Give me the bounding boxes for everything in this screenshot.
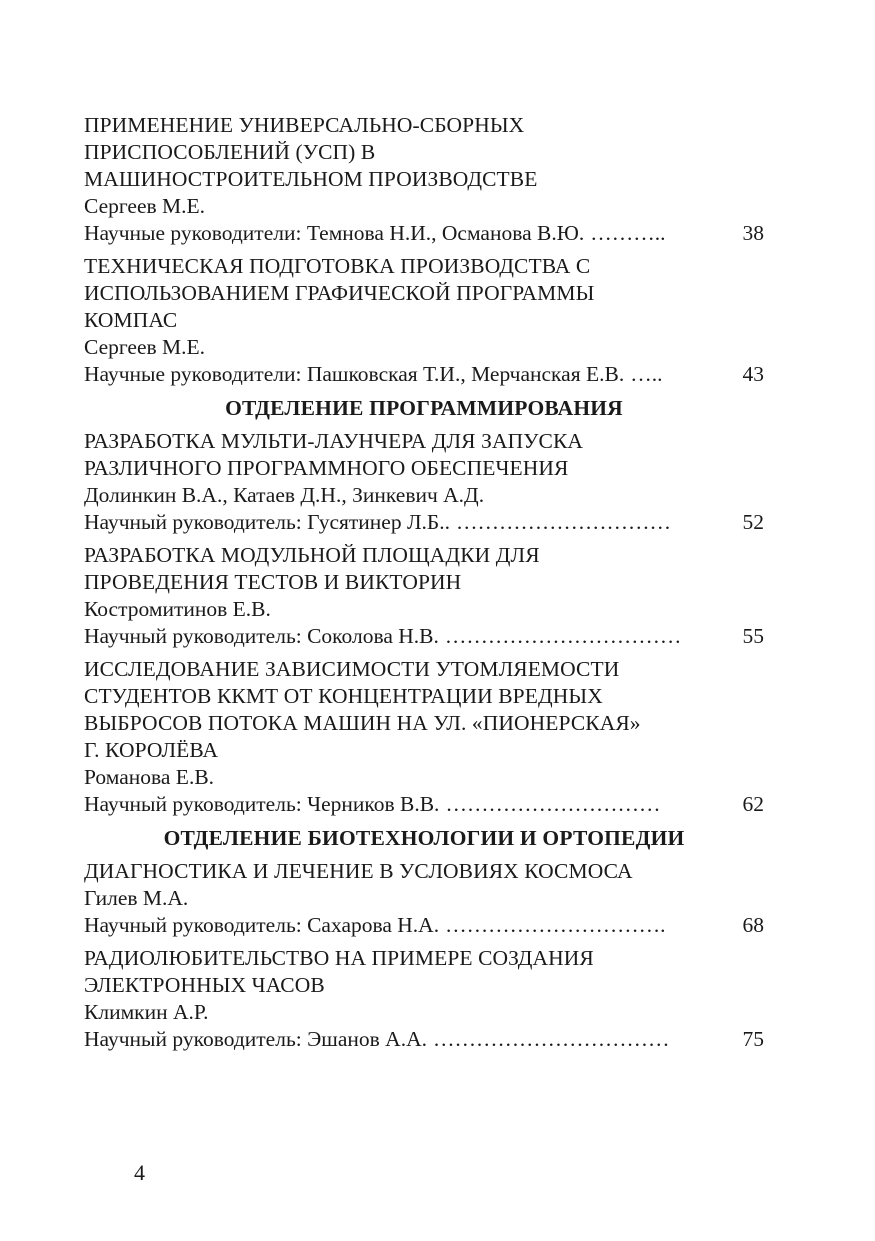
- entry-supervisors: Научный руководитель: Гусятинер Л.Б..: [84, 510, 451, 534]
- entry-supervisors-line: [84, 220, 764, 247]
- toc-entry: [84, 112, 764, 247]
- entry-supervisors: Научный руководитель: Сахарова Н.А.: [84, 913, 440, 937]
- entry-title-line: РАЗРАБОТКА МУЛЬТИ-ЛАУНЧЕРА ДЛЯ ЗАПУСКА: [84, 429, 584, 453]
- entry-supervisors: Научный руководитель: Черников В.В.: [84, 792, 440, 816]
- toc-section-group: [84, 112, 764, 388]
- entry-supervisors-line: [84, 509, 764, 536]
- entry-supervisors: Научные руководители: Пашковская Т.И., Мерчанская Е.В.: [84, 362, 625, 386]
- dot-leader: …………………………: [456, 510, 672, 534]
- entry-title-line: СТУДЕНТОВ ККМТ ОТ КОНЦЕНТРАЦИИ ВРЕДНЫХ: [84, 684, 603, 708]
- entry-page-number: 55: [742, 624, 764, 648]
- entry-authors: Климкин А.Р.: [84, 1000, 209, 1024]
- entry-page-number: 38: [742, 221, 764, 245]
- entry-title-line: РАЗЛИЧНОГО ПРОГРАММНОГО ОБЕСПЕЧЕНИЯ: [84, 456, 569, 480]
- entry-title-line: ПРИМЕНЕНИЕ УНИВЕРСАЛЬНО-СБОРНЫХ: [84, 113, 525, 137]
- entry-supervisors-line: [84, 791, 764, 818]
- toc-section-group: [84, 824, 764, 1053]
- entry-authors: Долинкин В.А., Катаев Д.Н., Зинкевич А.Д.: [84, 483, 485, 507]
- entry-title-line: МАШИНОСТРОИТЕЛЬНОМ ПРОИЗВОДСТВЕ: [84, 167, 538, 191]
- entry-authors: Костромитинов Е.В.: [84, 597, 271, 621]
- entry-supervisors-line: [84, 623, 764, 650]
- entry-page-number: 68: [742, 913, 764, 937]
- entry-supervisors: Научные руководители: Темнова Н.И., Османова В.Ю.: [84, 221, 585, 245]
- entry-title-line: ИСПОЛЬЗОВАНИЕМ ГРАФИЧЕСКОЙ ПРОГРАММЫ: [84, 281, 595, 305]
- toc-entry: [84, 656, 764, 818]
- entry-title-line: ИССЛЕДОВАНИЕ ЗАВИСИМОСТИ УТОМЛЯЕМОСТИ: [84, 657, 620, 681]
- dot-leader: ……………………………: [444, 624, 682, 648]
- entry-title-line: КОМПАС: [84, 308, 178, 332]
- entry-title-line: ЭЛЕКТРОННЫХ ЧАСОВ: [84, 973, 325, 997]
- toc-entry: [84, 945, 764, 1053]
- section-heading: ОТДЕЛЕНИЕ БИОТЕХНОЛОГИИ И ОРТОПЕДИИ: [163, 826, 685, 850]
- entry-title-line: РАДИОЛЮБИТЕЛЬСТВО НА ПРИМЕРЕ СОЗДАНИЯ: [84, 946, 594, 970]
- dot-leader: ………………………….: [445, 913, 666, 937]
- entry-supervisors-line: [84, 912, 764, 939]
- toc-entry: [84, 542, 764, 650]
- entry-title-line: ПРИСПОСОБЛЕНИЙ (УСП) В: [84, 140, 376, 164]
- entry-authors: Сергеев М.Е.: [84, 335, 206, 359]
- toc-entry: [84, 428, 764, 536]
- entry-title-line: ПРОВЕДЕНИЯ ТЕСТОВ И ВИКТОРИН: [84, 570, 462, 594]
- entry-title-line: Г. КОРОЛЁВА: [84, 738, 219, 762]
- entry-page-number: 52: [742, 510, 764, 534]
- table-of-contents: [84, 112, 764, 1059]
- entry-supervisors: Научный руководитель: Соколова Н.В.: [84, 624, 439, 648]
- dot-leader: ………..: [590, 221, 666, 245]
- section-heading: ОТДЕЛЕНИЕ ПРОГРАММИРОВАНИЯ: [225, 396, 623, 420]
- entry-title-line: ВЫБРОСОВ ПОТОКА МАШИН НА УЛ. «ПИОНЕРСКАЯ»: [84, 711, 641, 735]
- entry-title-line: ДИАГНОСТИКА И ЛЕЧЕНИЕ В УСЛОВИЯХ КОСМОСА: [84, 859, 633, 883]
- toc-section-group: [84, 394, 764, 818]
- toc-entry: [84, 858, 764, 939]
- entry-supervisors-line: [84, 361, 764, 388]
- entry-authors: Романова Е.В.: [84, 765, 215, 789]
- entry-authors: Гилев М.А.: [84, 886, 189, 910]
- entry-supervisors: Научный руководитель: Эшанов А.А.: [84, 1027, 427, 1051]
- entry-title-line: ТЕХНИЧЕСКАЯ ПОДГОТОВКА ПРОИЗВОДСТВА С: [84, 254, 591, 278]
- entry-page-number: 43: [742, 362, 764, 386]
- page-number: 4: [134, 1160, 145, 1185]
- entry-page-number: 75: [742, 1027, 764, 1051]
- dot-leader: ……………………………: [432, 1027, 670, 1051]
- toc-entry: [84, 253, 764, 388]
- entry-page-number: 62: [742, 792, 764, 816]
- entry-supervisors-line: [84, 1026, 764, 1053]
- entry-authors: Сергеев М.Е.: [84, 194, 206, 218]
- entry-title-line: РАЗРАБОТКА МОДУЛЬНОЙ ПЛОЩАДКИ ДЛЯ: [84, 543, 540, 567]
- dot-leader: …………………………: [445, 792, 661, 816]
- dot-leader: …..: [630, 362, 663, 386]
